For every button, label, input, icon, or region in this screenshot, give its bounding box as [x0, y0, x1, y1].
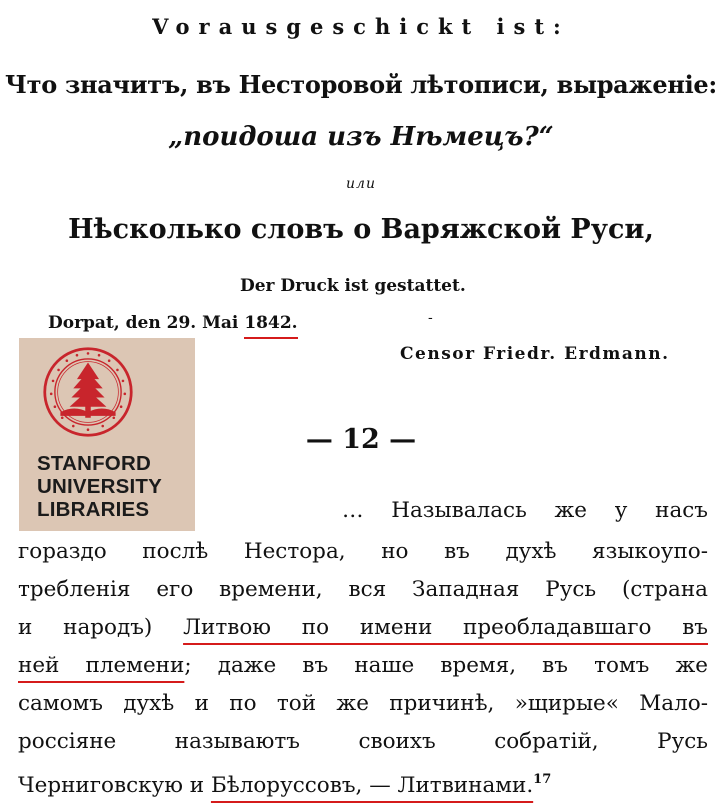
body-line-4-a: и народъ)	[18, 615, 184, 640]
body-line-6: самомъ духѣ и по той же причинѣ, »щирые« Мало-	[18, 691, 708, 716]
body-line-4	[18, 612, 708, 644]
year-period: .	[291, 313, 298, 333]
underlined-plemeni: ней племени	[18, 653, 185, 678]
body-line-2: гораздо послѣ Нестора, но въ духѣ языкоупо-	[18, 539, 708, 564]
body-line-8-a: Черниговскую и	[18, 773, 211, 798]
library-name-line1: STANFORD	[37, 452, 151, 475]
title-phrase: „поидоша изъ Нѣмецъ?“	[168, 122, 554, 152]
body-line-1: … Называлась же у насъ	[342, 498, 708, 523]
page-number: — 12 —	[305, 424, 417, 455]
library-name-line3: LIBRARIES	[37, 498, 150, 521]
title-question: Что значитъ, въ Несторовой лѣтописи, выраженіе:	[5, 70, 717, 99]
vorausgeschickt-heading: Vorausgeschickt ist:	[152, 14, 570, 39]
body-line-7: россіяне называютъ своихъ собратій, Русь	[18, 729, 708, 754]
stray-mark: -	[428, 310, 433, 326]
body-line-5-b: ; даже въ наше время, въ томъ же	[184, 653, 708, 678]
underlined-litva: Литвою по имени преобладавшаго въ	[183, 615, 708, 640]
body-line-3: требленія его времени, вся Западная Русь (страна	[18, 577, 708, 602]
imprimatur-text: Der Druck ist gestattet.	[240, 276, 466, 296]
place-date-text: Dorpat, den 29. Mai	[48, 313, 245, 333]
year-underlined	[244, 313, 297, 333]
year-text: 1842	[244, 313, 292, 333]
library-name-line2: UNIVERSITY	[37, 475, 163, 498]
title-subtitle: Нѣсколько словъ о Варяжской Руси,	[68, 214, 654, 245]
body-line-5	[18, 650, 708, 682]
place-date	[48, 313, 298, 333]
footnote-ref: 17	[533, 772, 552, 787]
censor-signature: Censor Friedr. Erdmann.	[400, 344, 670, 364]
body-line-8	[18, 764, 708, 796]
underlined-belorussov: Бѣлоруссовъ, — Литвинами.	[210, 773, 534, 798]
library-name	[37, 452, 195, 521]
title-or: или	[346, 176, 376, 192]
